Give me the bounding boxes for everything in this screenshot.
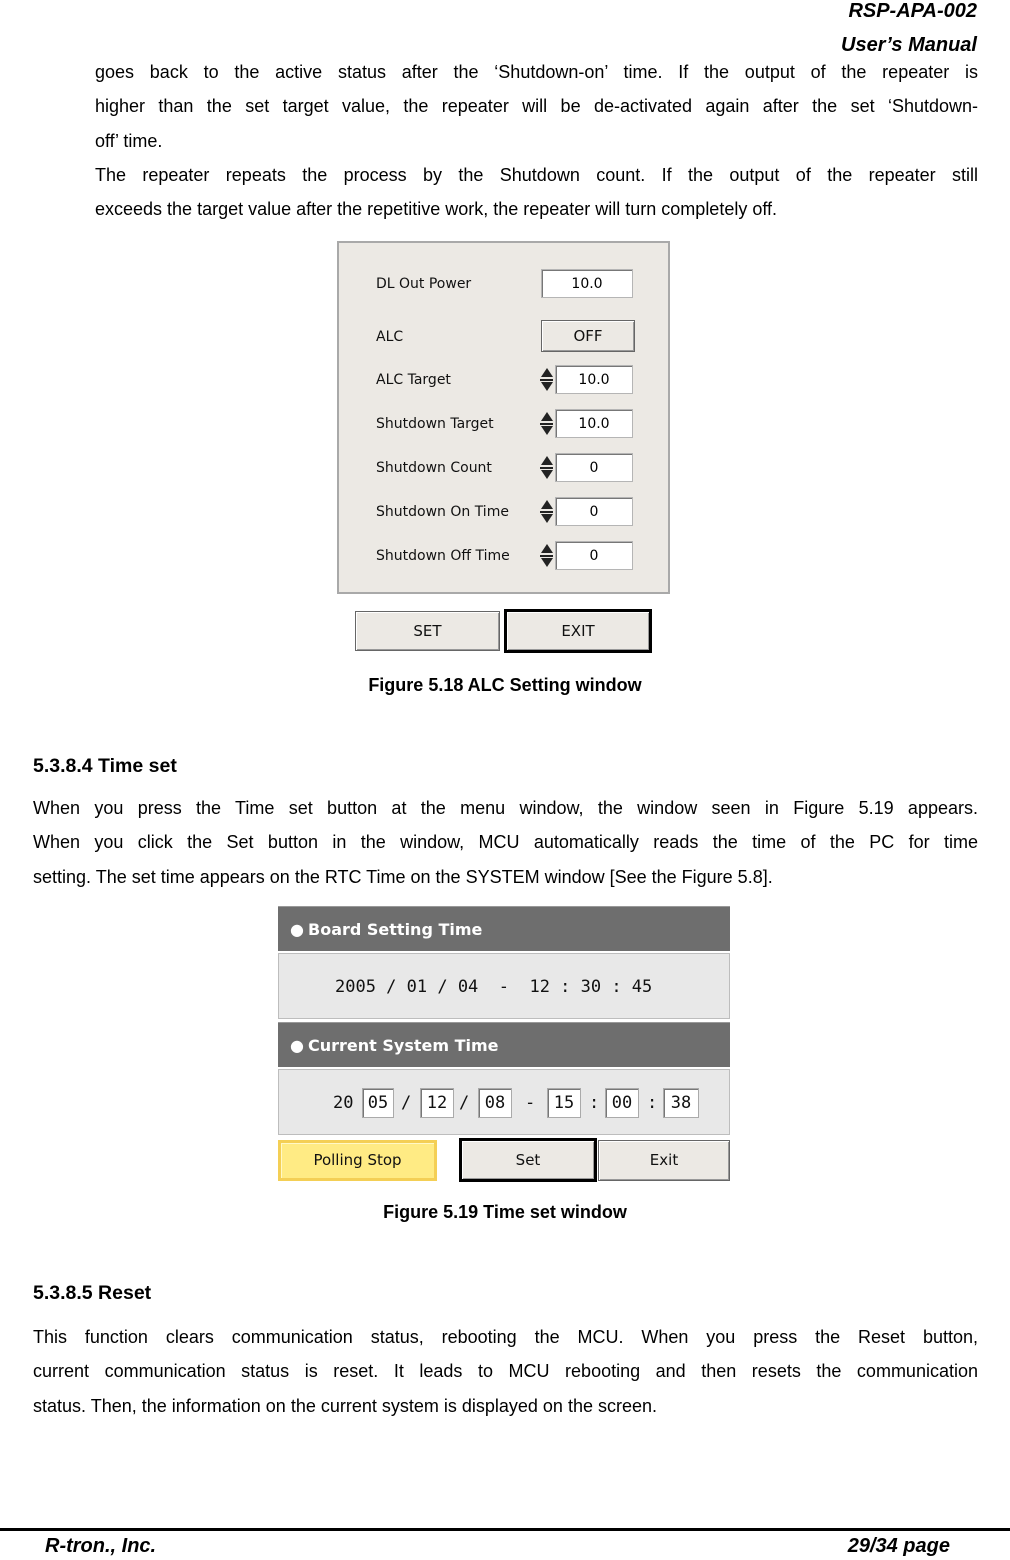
shutdown-on-time-label: Shutdown On Time [376, 504, 509, 520]
text-line: This function clears communication status, rebooting the MCU. When you press the Reset button, [33, 1327, 978, 1347]
alc-toggle-button[interactable]: OFF [541, 320, 635, 352]
dl-out-power-label: DL Out Power [376, 276, 472, 292]
reset-paragraph [33, 1320, 978, 1423]
board-time-value: 2005 / 01 / 04 - 12 : 30 : 45 [335, 977, 653, 997]
time-separator: : [647, 1093, 658, 1113]
time-separator: : [589, 1093, 600, 1113]
figure-5-18-caption: Figure 5.18 ALC Setting window [368, 675, 642, 695]
shutdown-count-spinner[interactable] [540, 453, 554, 483]
year-field[interactable]: 05 [362, 1088, 394, 1118]
polling-stop-button[interactable]: Polling Stop [278, 1140, 437, 1181]
text-line: When you click the Set button in the window, MCU automatically reads the time of the PC for time [33, 832, 978, 853]
figure-5-19-caption: Figure 5.19 Time set window [383, 1202, 627, 1222]
shutdown-on-time-field[interactable]: 0 [555, 497, 633, 526]
doc-type: User’s Manual [841, 34, 977, 56]
text-line: goes back to the active status after the ‘Shutdown-on’ time. If the output of the repeater is [95, 62, 978, 82]
set-button[interactable]: SET [355, 611, 500, 651]
shutdown-target-spinner[interactable] [540, 409, 554, 439]
time-set-button[interactable]: Set [459, 1138, 597, 1182]
shutdown-on-time-spinner[interactable] [540, 497, 554, 527]
date-separator: / [459, 1093, 470, 1113]
board-setting-time-body [278, 953, 730, 1019]
footer-page-number: 29/34 page [847, 1535, 950, 1557]
text-line: When you press the Time set button at the menu window, the window seen in Figure 5.19 appears. [33, 798, 978, 818]
shutdown-count-field[interactable]: 0 [555, 453, 633, 482]
shutdown-count-label: Shutdown Count [376, 460, 492, 476]
shutdown-off-time-label: Shutdown Off Time [376, 548, 510, 564]
date-time-separator: - [525, 1093, 536, 1113]
section-heading-time-set: 5.3.8.4 Time set [33, 755, 177, 777]
current-system-time-body [278, 1069, 730, 1135]
month-field[interactable]: 12 [420, 1088, 454, 1118]
shutdown-target-field[interactable]: 10.0 [555, 409, 633, 438]
second-field[interactable]: 38 [663, 1088, 699, 1118]
footer-divider [0, 1528, 1010, 1531]
alc-target-label: ALC Target [376, 372, 451, 388]
exit-button[interactable]: EXIT [504, 609, 652, 653]
current-system-time-header [278, 1022, 730, 1067]
section-heading-reset: 5.3.8.5 Reset [33, 1282, 152, 1304]
minute-field[interactable]: 00 [605, 1088, 639, 1118]
board-setting-time-title: Board Setting Time [308, 920, 483, 939]
shutdown-target-label: Shutdown Target [376, 416, 494, 432]
text-line: exceeds the target value after the repetitive work, the repeater will turn completely off. [95, 199, 778, 220]
time-set-paragraph [33, 791, 978, 894]
text-line: off’ time. [95, 130, 163, 151]
alc-target-field[interactable]: 10.0 [555, 365, 633, 394]
alc-target-spinner[interactable] [540, 365, 554, 395]
text-line: setting. The set time appears on the RTC Time on the SYSTEM window [See the Figure 5.8]. [33, 866, 773, 887]
alc-label: ALC [376, 329, 404, 345]
text-line: current communication status is reset. It leads to MCU rebooting and then resets the communication [33, 1361, 978, 1382]
hour-field[interactable]: 15 [547, 1088, 581, 1118]
date-separator: / [401, 1093, 412, 1113]
shutdown-off-time-field[interactable]: 0 [555, 541, 633, 570]
intro-paragraph [95, 55, 978, 226]
board-setting-time-header [278, 906, 730, 951]
day-field[interactable]: 08 [478, 1088, 512, 1118]
doc-id: RSP-APA-002 [848, 0, 977, 22]
text-line: status. Then, the information on the current system is displayed on the screen. [33, 1395, 657, 1416]
current-system-time-title: Current System Time [308, 1036, 499, 1055]
bullet-icon: ● [290, 1036, 304, 1055]
alc-setting-panel [337, 241, 670, 594]
text-line: The repeater repeats the process by the Shutdown count. If the output of the repeater still [95, 164, 978, 185]
shutdown-off-time-spinner[interactable] [540, 541, 554, 571]
text-line: higher than the set target value, the repeater will be de-activated again after the set ‘Shutdown- [95, 96, 978, 117]
footer-company: R-tron., Inc. [45, 1535, 157, 1557]
year-prefix: 20 [333, 1093, 354, 1113]
time-exit-button[interactable]: Exit [598, 1140, 730, 1181]
dl-out-power-field: 10.0 [541, 269, 633, 298]
bullet-icon: ● [290, 920, 304, 939]
